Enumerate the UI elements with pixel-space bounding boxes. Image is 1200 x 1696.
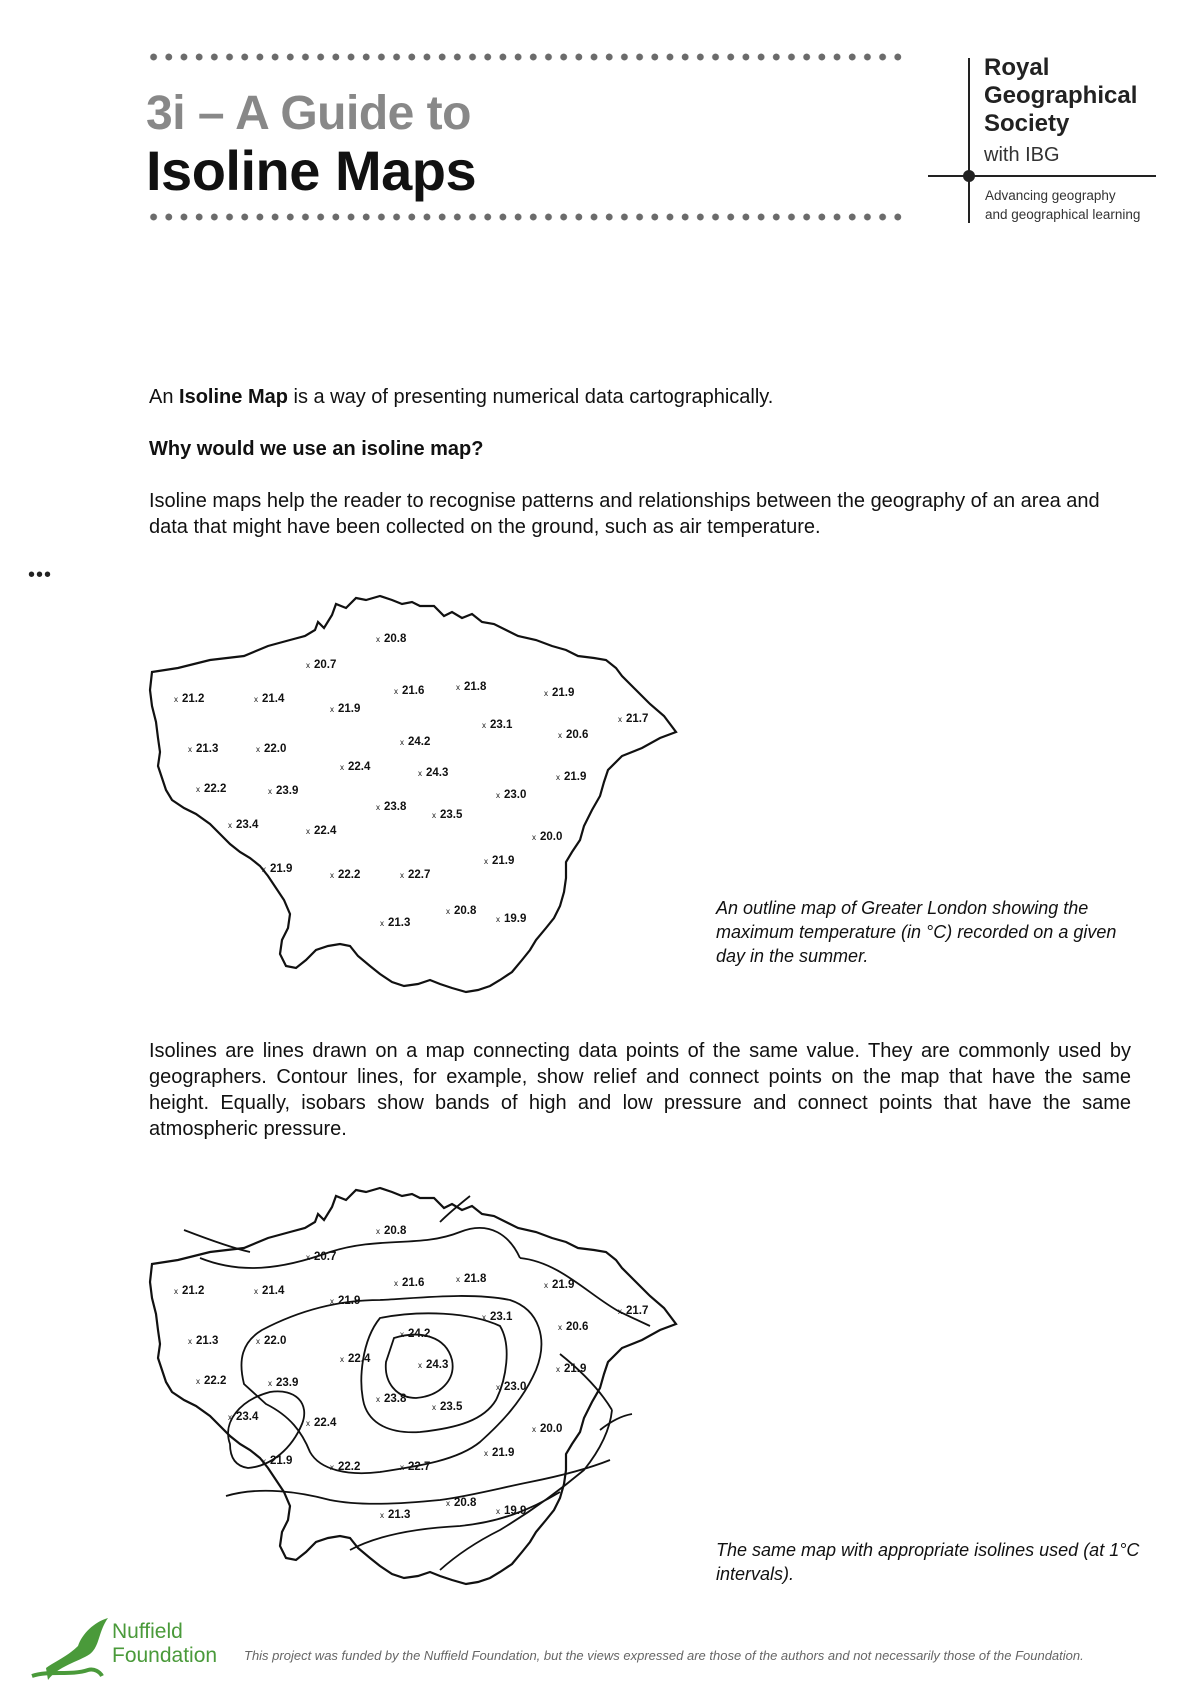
intro-prefix: An <box>149 386 180 408</box>
map2-temperature-label: 21.3 <box>196 1335 219 1347</box>
map1-temperature-label: 22.2 <box>204 783 227 795</box>
map1-station-marker: x <box>618 715 622 724</box>
map1-station-marker: x <box>496 791 500 800</box>
nuffield-leaf-icon <box>28 1610 118 1690</box>
map2-group <box>150 1188 676 1584</box>
page-title-line1: 3i – A Guide to <box>146 87 471 140</box>
map2-station-marker: x <box>484 1449 488 1458</box>
paragraph-1: Isoline maps help the reader to recognise patterns and relationships between the geography of an area and data that might have been collected on the ground, such as air temperature. <box>149 490 1100 538</box>
map2-temperature-label: 20.8 <box>384 1225 407 1237</box>
paragraph-2: Isolines are lines drawn on a map connecting data points of the same value. They are commonly used by geographers. Contour lines, for example, show relief and connect points on the map that have the same height. Equally, isobars show bands of high and low pressure and connect points that have the same atmospheric pressure. <box>149 1040 1131 1140</box>
map2-station-marker: x <box>306 1253 310 1262</box>
map1-station-marker: x <box>228 821 232 830</box>
map1-temperature-label: 21.3 <box>196 743 219 755</box>
map1-station-marker: x <box>380 919 384 928</box>
map2-station-marker: x <box>496 1383 500 1392</box>
map2-station-marker: x <box>340 1355 344 1364</box>
map1-temperature-label: 22.0 <box>264 743 287 755</box>
map1-station-marker: x <box>256 745 260 754</box>
rgs-logo-line3: Society <box>984 110 1070 137</box>
map1-station-marker: x <box>556 773 560 782</box>
map1-station-marker: x <box>188 745 192 754</box>
map2-station-marker: x <box>256 1337 260 1346</box>
map1-temperature-label: 22.4 <box>314 825 337 837</box>
nuffield-logo <box>28 1610 228 1690</box>
page-title-line2: Isoline Maps <box>146 139 477 202</box>
map1-temperature-label: 21.2 <box>182 693 205 705</box>
map2-temperature-label: 21.9 <box>338 1295 361 1307</box>
map1-station-marker: x <box>446 907 450 916</box>
map1-station-marker: x <box>306 661 310 670</box>
map1-station-marker: x <box>418 769 422 778</box>
map1-temperature-label: 20.0 <box>540 831 563 843</box>
map1-station-marker: x <box>330 871 334 880</box>
map2-station-marker: x <box>174 1287 178 1296</box>
question-heading: Why would we use an isoline map? <box>149 438 484 460</box>
map2-station-marker: x <box>268 1379 272 1388</box>
map2-temperature-label: 20.0 <box>540 1423 563 1435</box>
map2-temperature-label: 20.8 <box>454 1497 477 1509</box>
map2-temperature-label: 21.4 <box>262 1285 285 1297</box>
map2-station-marker: x <box>544 1281 548 1290</box>
nuffield-name-line1: Nuffield <box>112 1620 183 1643</box>
map2-caption: The same map with appropriate isolines used (at 1°C intervals). <box>716 1540 1140 1584</box>
map2-station-marker: x <box>446 1499 450 1508</box>
map2-temperature-label: 22.0 <box>264 1335 287 1347</box>
map2-station-marker: x <box>376 1395 380 1404</box>
map1-station-marker: x <box>484 857 488 866</box>
map1-temperature-label: 23.4 <box>236 819 259 831</box>
map2-temperature-label: 22.2 <box>338 1461 361 1473</box>
map1-station-marker: x <box>376 635 380 644</box>
map2-temperature-label: 23.1 <box>490 1311 513 1323</box>
map2-temperature-label: 20.7 <box>314 1251 337 1263</box>
map1-station-marker: x <box>400 738 404 747</box>
map2-station-marker: x <box>188 1337 192 1346</box>
isoline-23-west <box>228 1391 304 1468</box>
map2-station-marker: x <box>618 1307 622 1316</box>
map1-station-marker: x <box>544 689 548 698</box>
rgs-logo-line2: Geographical <box>984 82 1138 109</box>
isoline-20-se <box>600 1414 632 1430</box>
map1-group <box>150 596 676 992</box>
map2-temperature-label: 21.6 <box>402 1277 425 1289</box>
map2-temperature-label: 21.9 <box>552 1279 575 1291</box>
map2-station-marker: x <box>394 1279 398 1288</box>
map1-temperature-label: 21.9 <box>338 703 361 715</box>
isoline-21-top <box>184 1230 250 1252</box>
side-marker: ••• <box>28 564 53 586</box>
map1-temperature-label: 23.9 <box>276 785 299 797</box>
map2-station-marker: x <box>400 1330 404 1339</box>
map1-temperature-label: 21.3 <box>388 917 411 929</box>
map1-temperature-label: 21.9 <box>552 687 575 699</box>
map2-station-marker: x <box>496 1507 500 1516</box>
map2-station-marker: x <box>556 1365 560 1374</box>
map2-temperature-label: 20.6 <box>566 1321 589 1333</box>
intro-suffix: is a way of presenting numerical data cartographically. <box>287 386 774 408</box>
map1-temperature-label: 23.8 <box>384 801 407 813</box>
map2-temperature-label: 23.8 <box>384 1393 407 1405</box>
map2-station-marker: x <box>558 1323 562 1332</box>
map1-temperature-label: 21.6 <box>402 685 425 697</box>
map1-station-marker: x <box>262 865 266 874</box>
map2-station-marker: x <box>228 1413 232 1422</box>
map2-temperature-label: 24.3 <box>426 1359 449 1371</box>
map2-temperature-label: 21.9 <box>492 1447 515 1459</box>
map2-station-marker: x <box>262 1457 266 1466</box>
map1-temperature-label: 22.2 <box>338 869 361 881</box>
map1-temperature-label: 20.8 <box>384 633 407 645</box>
map1-temperature-label: 23.1 <box>490 719 513 731</box>
map1-station-marker: x <box>558 731 562 740</box>
map2-temperature-label: 21.9 <box>564 1363 587 1375</box>
map2-station-marker: x <box>482 1313 486 1322</box>
isoline-23 <box>361 1313 506 1432</box>
map1-temperature-label: 22.4 <box>348 761 371 773</box>
map1-temperature-label: 21.8 <box>464 681 487 693</box>
map1-station-marker: x <box>254 695 258 704</box>
map1-temperature-label: 20.7 <box>314 659 337 671</box>
map2-temperature-label: 21.8 <box>464 1273 487 1285</box>
map2-station-marker: x <box>306 1419 310 1428</box>
map1-station-marker: x <box>456 683 460 692</box>
map2-temperature-label: 22.4 <box>314 1417 337 1429</box>
rgs-logo-line4: with IBG <box>984 144 1060 166</box>
map1-station-marker: x <box>268 787 272 796</box>
map2-temperature-label: 21.2 <box>182 1285 205 1297</box>
map2-station-marker: x <box>380 1511 384 1520</box>
map2-temperature-label: 23.4 <box>236 1411 259 1423</box>
map2-station-marker: x <box>196 1377 200 1386</box>
map1-temperature-label: 20.6 <box>566 729 589 741</box>
map2-station-marker: x <box>532 1425 536 1434</box>
map1-station-marker: x <box>432 811 436 820</box>
map2-isolines <box>184 1196 650 1570</box>
map1-station-marker: x <box>532 833 536 842</box>
map2-temperature-label: 24.2 <box>408 1328 431 1340</box>
map1-station-marker: x <box>482 721 486 730</box>
map2-temperature-label: 21.9 <box>270 1455 293 1467</box>
map1-outline <box>150 596 676 992</box>
map2-station-marker: x <box>330 1297 334 1306</box>
map1-station-marker: x <box>196 785 200 794</box>
map2-temperature-label: 22.2 <box>204 1375 227 1387</box>
map2-temperature-label: 19.9 <box>504 1505 527 1517</box>
map2-station-marker: x <box>254 1287 258 1296</box>
map1-temperature-label: 24.3 <box>426 767 449 779</box>
map1-temperature-label: 21.9 <box>564 771 587 783</box>
map1-station-marker: x <box>376 803 380 812</box>
map2-station-marker: x <box>418 1361 422 1370</box>
map2-temperature-label: 21.7 <box>626 1305 649 1317</box>
map1-station-marker: x <box>394 687 398 696</box>
map2-temperature-label: 21.3 <box>388 1509 411 1521</box>
map1-temperature-label: 23.5 <box>440 809 463 821</box>
map2-temperature-label: 22.7 <box>408 1461 431 1473</box>
map1-station-marker: x <box>306 827 310 836</box>
map2-temperature-label: 23.0 <box>504 1381 527 1393</box>
map1-temperature-label: 23.0 <box>504 789 527 801</box>
map1-station-marker: x <box>340 763 344 772</box>
intro-term: Isoline Map <box>179 386 288 408</box>
rgs-tagline1: Advancing geography <box>985 188 1116 203</box>
map1-temperature-label: 20.8 <box>454 905 477 917</box>
map1-temperature-label: 21.9 <box>270 863 293 875</box>
isoline-21 <box>200 1228 520 1268</box>
rgs-logo-line1: Royal <box>984 54 1050 81</box>
footer-note: This project was funded by the Nuffield Foundation, but the views expressed are those of the authors and not necessarily those of the Foundation. <box>244 1648 1084 1663</box>
map2-temperature-label: 23.5 <box>440 1401 463 1413</box>
map1-labels <box>174 633 648 929</box>
map2-station-marker: x <box>330 1463 334 1472</box>
map1-temperature-label: 21.7 <box>626 713 649 725</box>
map2-temperature-label: 23.9 <box>276 1377 299 1389</box>
map1-temperature-label: 19.9 <box>504 913 527 925</box>
map2-station-marker: x <box>400 1463 404 1472</box>
map1-temperature-label: 22.7 <box>408 869 431 881</box>
map2-station-marker: x <box>456 1275 460 1284</box>
map2-station-marker: x <box>432 1403 436 1412</box>
map1-temperature-label: 24.2 <box>408 736 431 748</box>
map2-temperature-label: 22.4 <box>348 1353 371 1365</box>
map1-station-marker: x <box>174 695 178 704</box>
map1-station-marker: x <box>330 705 334 714</box>
map1-temperature-label: 21.9 <box>492 855 515 867</box>
map1-station-marker: x <box>496 915 500 924</box>
map2-station-marker: x <box>376 1227 380 1236</box>
map1-station-marker: x <box>400 871 404 880</box>
map2-outline <box>150 1188 676 1584</box>
map1-temperature-label: 21.4 <box>262 693 285 705</box>
nuffield-name-line2: Foundation <box>112 1644 218 1667</box>
map1-caption: An outline map of Greater London showing the maximum temperature (in °C) recorded on a given day in the summer. <box>716 898 1117 966</box>
rgs-tagline2: and geographical learning <box>985 207 1141 222</box>
